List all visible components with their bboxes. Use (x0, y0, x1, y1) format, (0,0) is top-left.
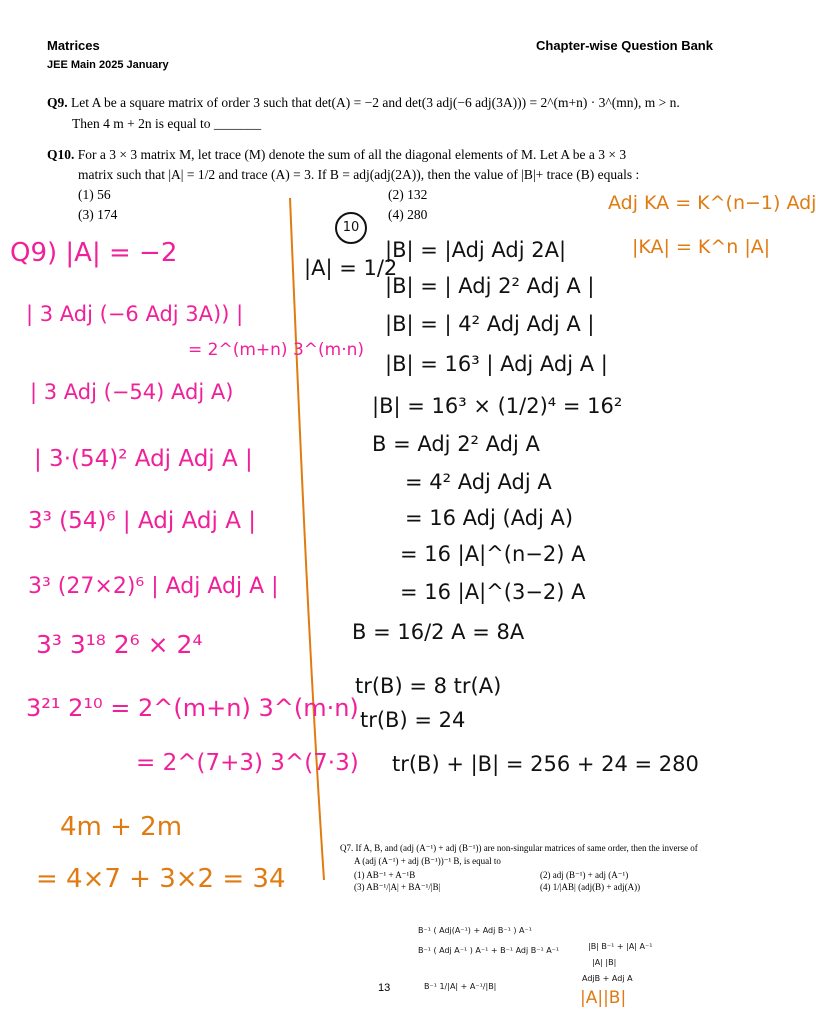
black-line-11: B = 16/2 A = 8A (352, 620, 525, 644)
pink-line-6: 3³ (54)⁶ | Adj Adj A | (28, 508, 257, 534)
q7-option-1: (1) AB⁻¹ + A⁻¹B (354, 870, 416, 880)
black-line-8: = 16 Adj (Adj A) (405, 506, 574, 530)
question-10-number: Q10. (47, 147, 75, 162)
black-line-10: = 16 |A|^(3−2) A (400, 580, 586, 604)
q7-scribble-6: AdjB + Adj A (582, 974, 633, 983)
question-10 (47, 145, 737, 164)
header-right-title: Chapter-wise Question Bank (536, 38, 713, 53)
pink-line-4: | 3 Adj (−54) Adj A) (30, 380, 234, 404)
q7-scribble-4: |B| B⁻¹ + |A| A⁻¹ (588, 942, 653, 951)
black-line-7: = 4² Adj Adj A (405, 470, 552, 494)
pink-line-9: 3²¹ 2¹⁰ = 2^(m+n) 3^(m·n) (26, 694, 359, 722)
question-9 (47, 93, 737, 112)
black-line-12: tr(B) = 8 tr(A) (355, 674, 502, 698)
question-9-number: Q9. (47, 95, 68, 110)
black-line-2: |B| = | Adj 2² Adj A | (385, 274, 595, 298)
black-line-3: |B| = | 4² Adj Adj A | (385, 312, 595, 336)
orange-answer-line-2: = 4×7 + 3×2 = 34 (36, 864, 286, 894)
pink-line-10: = 2^(7+3) 3^(7·3) (136, 750, 359, 776)
q7-scribble-1: B⁻¹ ( Adj(A⁻¹) + Adj B⁻¹ ) A⁻¹ (418, 926, 532, 935)
question-10-line2: matrix such that |A| = 1/2 and trace (A) = 3. If B = adj(adj(2A)), then the value of |B|+ trace (B) equals : (78, 167, 640, 182)
black-line-1: |B| = |Adj Adj 2A| (385, 238, 567, 262)
pink-line-5: | 3·(54)² Adj Adj A | (34, 446, 253, 472)
header-subtitle: JEE Main 2025 January (47, 59, 169, 71)
divider-line (280, 190, 340, 890)
black-line-9: = 16 |A|^(n−2) A (400, 542, 586, 566)
pink-line-2: | 3 Adj (−6 Adj 3A)) | (26, 302, 244, 326)
black-given: |A| = 1/2 (304, 256, 398, 280)
orange-answer-line-1: 4m + 2m (60, 812, 183, 842)
option-1: (1) 56 (78, 187, 111, 202)
black-line-13: tr(B) = 24 (360, 708, 466, 732)
circled-question-number: 10 (335, 212, 367, 244)
header-left-title: Matrices (47, 38, 100, 53)
black-line-4: |B| = 16³ | Adj Adj A | (385, 352, 608, 376)
black-line-14: tr(B) + |B| = 256 + 24 = 280 (392, 752, 699, 776)
option-4: (4) 280 (388, 207, 428, 222)
q7-scribble-2: B⁻¹ ( Adj A⁻¹ ) A⁻¹ + B⁻¹ Adj B⁻¹ A⁻¹ (418, 946, 560, 955)
pink-line-7: 3³ (27×2)⁶ | Adj Adj A | (28, 574, 279, 599)
q7-scribble-5: |A| |B| (592, 958, 617, 967)
q7-scribble-3: B⁻¹ 1/|A| + A⁻¹/|B| (424, 982, 497, 991)
pink-line-8: 3³ 3¹⁸ 2⁶ × 2⁴ (36, 630, 203, 659)
option-2: (2) 132 (388, 187, 428, 202)
pink-line-3: = 2^(m+n) 3^(m·n) (188, 340, 365, 360)
q7-option-2: (2) adj (B⁻¹) + adj (A⁻¹) (540, 870, 629, 880)
black-line-6: B = Adj 2² Adj A (372, 432, 540, 456)
orange-formula-2: |KA| = K^n |A| (632, 236, 771, 258)
question-9-line2: Then 4 m + 2n is equal to _______ (72, 116, 262, 131)
q7-option-3: (3) AB⁻¹/|A| + BA⁻¹/|B| (354, 882, 441, 892)
orange-formula-1: Adj KA = K^(n−1) Adj (608, 192, 816, 214)
pink-line-1: Q9) |A| = −2 (10, 238, 178, 268)
q7-option-4: (4) 1/|AB| (adj(B) + adj(A)) (540, 882, 641, 892)
page-number: 13 (378, 982, 391, 994)
question-10-line1: For a 3 × 3 matrix M, let trace (M) denote the sum of all the diagonal elements of M. Let A be a 3 × 3 (77, 147, 627, 162)
option-3: (3) 174 (78, 207, 118, 222)
question-9-line1: Let A be a square matrix of order 3 such that det(A) = −2 and det(3 adj(−6 adj(3A))) = 2^(m+n) · 3^(mn), m > n. (71, 95, 680, 110)
black-line-5: |B| = 16³ × (1/2)⁴ = 16² (372, 394, 623, 418)
q7-line-1: Q7. If A, B, and (adj (A⁻¹) + adj (B⁻¹)) are non-singular matrices of same order, then the inverse of (340, 843, 698, 853)
q7-line-2: A (adj (A⁻¹) + adj (B⁻¹))⁻¹ B, is equal to (354, 856, 501, 866)
q7-scribble-7: |A||B| (580, 988, 627, 1008)
